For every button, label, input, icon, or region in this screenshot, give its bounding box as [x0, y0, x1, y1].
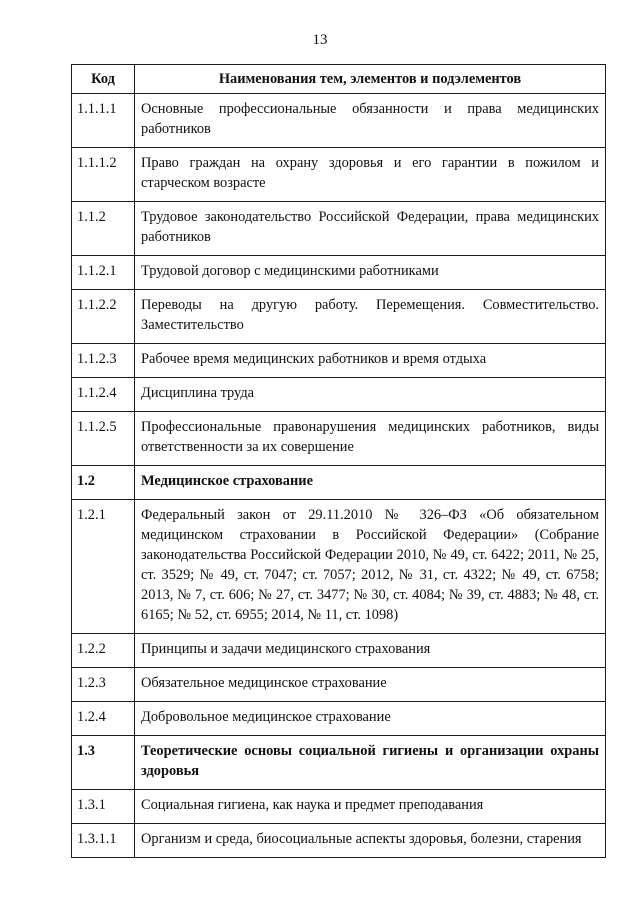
table-row	[72, 668, 606, 702]
row-code: 1.3.1	[72, 790, 135, 824]
table-row	[72, 736, 606, 790]
header-code: Код	[72, 65, 135, 94]
row-name: Организм и среда, биосоциальные аспекты здоровья, болезни, старения	[135, 824, 606, 858]
row-code: 1.1.2.5	[72, 412, 135, 466]
row-name: Право граждан на охрану здоровья и его гарантии в пожилом и старческом возрасте	[135, 148, 606, 202]
row-code: 1.1.1.2	[72, 148, 135, 202]
topics-table	[71, 64, 606, 858]
table-row	[72, 790, 606, 824]
table-row	[72, 824, 606, 858]
row-name: Трудовое законодательство Российской Федерации, права медицинских работников	[135, 202, 606, 256]
row-name: Добровольное медицинское страхование	[135, 702, 606, 736]
row-code: 1.2.2	[72, 634, 135, 668]
table-body	[72, 94, 606, 858]
row-name: Переводы на другую работу. Перемещения. Совместительство. Заместительство	[135, 290, 606, 344]
row-name: Рабочее время медицинских работников и время отдыха	[135, 344, 606, 378]
row-code: 1.1.2.1	[72, 256, 135, 290]
row-name: Социальная гигиена, как наука и предмет преподавания	[135, 790, 606, 824]
row-code: 1.3	[72, 736, 135, 790]
row-code: 1.2.4	[72, 702, 135, 736]
table-row	[72, 412, 606, 466]
table-row	[72, 202, 606, 256]
table-row	[72, 94, 606, 148]
row-code: 1.2.1	[72, 500, 135, 634]
table-row	[72, 378, 606, 412]
table-row	[72, 344, 606, 378]
header-name: Наименования тем, элементов и подэлементов	[135, 65, 606, 94]
page-number: 13	[312, 32, 328, 48]
table-header-row	[72, 65, 606, 94]
row-name: Дисциплина труда	[135, 378, 606, 412]
row-name: Медицинское страхование	[135, 466, 606, 500]
row-name: Профессиональные правонарушения медицинских работников, виды ответственности за их совершение	[135, 412, 606, 466]
table-row	[72, 148, 606, 202]
row-name: Основные профессиональные обязанности и права медицинских работников	[135, 94, 606, 148]
row-code: 1.2	[72, 466, 135, 500]
row-name: Принципы и задачи медицинского страхования	[135, 634, 606, 668]
table-row	[72, 466, 606, 500]
table-row	[72, 500, 606, 634]
row-name: Федеральный закон от 29.11.2010 № 326–ФЗ «Об обязательном медицинском страховании в Российской Федерации» (Собрание законодательства Российской Федерации 2010, № 49, ст. 6422; 2011, № 25, ст. 3529; № 49, ст. 7047; ст. 7057; 2012, № 31, ст. 4322; № 49, ст. 6758; 2013, № 7, ст. 606; № 27, ст. 3477; № 30, ст. 4084; № 39, ст. 4883; № 48, ст. 6165; № 52, ст. 6955; 2014, № 11, ст. 1098)	[135, 500, 606, 634]
table-row	[72, 634, 606, 668]
row-code: 1.1.2	[72, 202, 135, 256]
row-code: 1.1.2.4	[72, 378, 135, 412]
row-code: 1.2.3	[72, 668, 135, 702]
table-row	[72, 702, 606, 736]
row-name: Теоретические основы социальной гигиены и организации охраны здоровья	[135, 736, 606, 790]
table-row	[72, 290, 606, 344]
row-code: 1.1.2.2	[72, 290, 135, 344]
row-code: 1.1.2.3	[72, 344, 135, 378]
row-name: Обязательное медицинское страхование	[135, 668, 606, 702]
row-name: Трудовой договор с медицинскими работниками	[135, 256, 606, 290]
table-row	[72, 256, 606, 290]
row-code: 1.3.1.1	[72, 824, 135, 858]
row-code: 1.1.1.1	[72, 94, 135, 148]
